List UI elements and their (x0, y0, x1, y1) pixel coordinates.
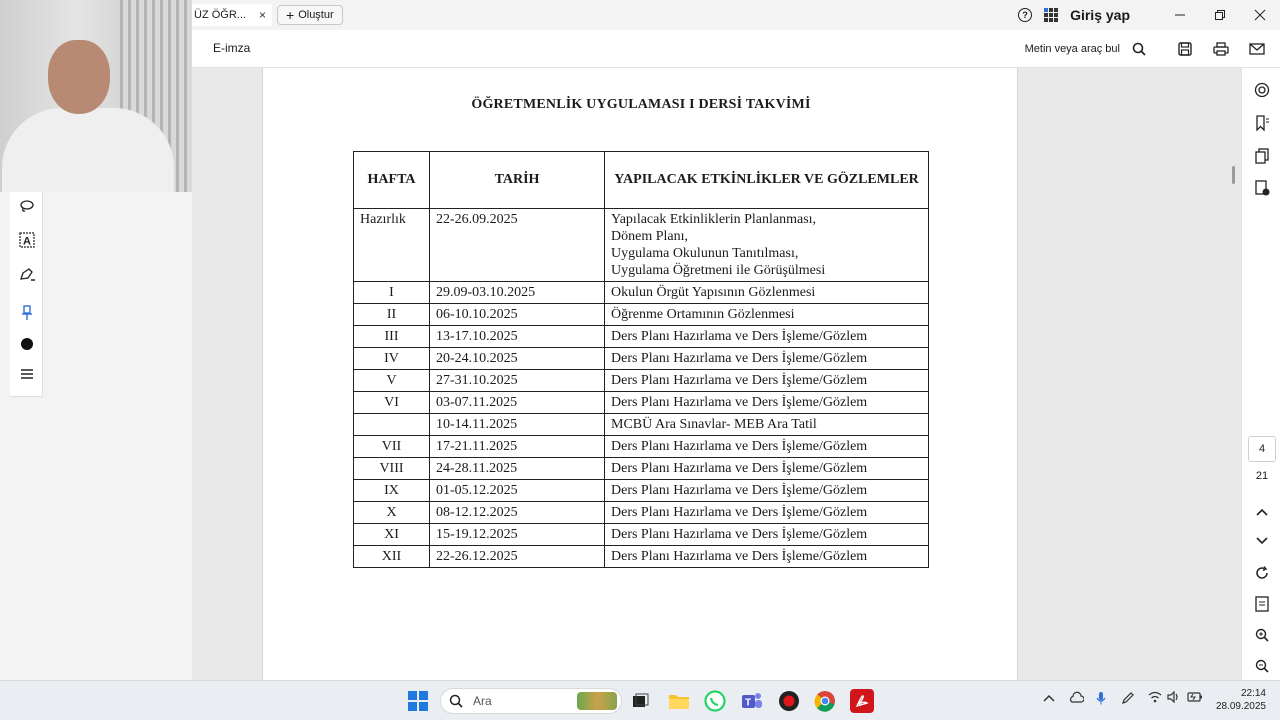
table-row (354, 546, 929, 568)
activity-line: Yapılacak Etkinliklerin Planlanması, (611, 212, 817, 227)
export-pdf-icon[interactable] (1246, 175, 1278, 201)
find-tools-label[interactable]: Metin veya araç bul (1024, 43, 1120, 55)
recorder-icon[interactable] (777, 689, 801, 713)
start-button[interactable] (406, 689, 430, 713)
cell-week: XII (354, 546, 430, 568)
activity-line: Dönem Planı, (611, 229, 688, 244)
cell-date: 01-05.12.2025 (430, 480, 605, 502)
color-dot-icon[interactable] (10, 331, 43, 357)
current-page-input[interactable]: 4 (1248, 436, 1276, 462)
search-icon[interactable] (1126, 36, 1152, 62)
page-fit-icon[interactable] (1246, 591, 1278, 617)
pdf-page (262, 68, 1018, 680)
plus-icon: + (286, 7, 295, 23)
calendar-table (353, 151, 929, 568)
cell-date: 06-10.10.2025 (430, 304, 605, 326)
tray-chevron-up-icon[interactable] (1043, 691, 1055, 705)
minimize-icon (1174, 9, 1186, 21)
teams-icon[interactable] (740, 689, 764, 713)
search-highlight-image (577, 692, 617, 710)
cell-week (354, 414, 430, 436)
activity-line: Uygulama Okulunun Tanıtılması, (611, 246, 799, 261)
bookmark-icon[interactable] (1246, 110, 1278, 136)
webcam-overlay (0, 0, 192, 192)
cell-date: 22-26.12.2025 (430, 546, 605, 568)
pen-icon[interactable] (1121, 691, 1135, 708)
table-row (354, 370, 929, 392)
table-row (354, 458, 929, 480)
table-header-row (354, 152, 929, 209)
header-week: HAFTA (354, 152, 430, 209)
acrobat-icon[interactable] (850, 689, 874, 713)
table-row (354, 348, 929, 370)
eimza-button[interactable]: E-imza (213, 41, 251, 55)
header-activities: YAPILACAK ETKİNLİKLER VE GÖZLEMLER (605, 152, 929, 209)
scrollbar-thumb[interactable] (1232, 166, 1235, 184)
cell-week: III (354, 326, 430, 348)
tab-close-icon[interactable]: × (258, 8, 266, 22)
cell-activity: Ders Planı Hazırlama ve Ders İşleme/Gözlem (605, 370, 929, 392)
cell-week: VII (354, 436, 430, 458)
cell-week: IV (354, 348, 430, 370)
ai-assistant-icon[interactable] (1246, 77, 1278, 103)
cell-activity: Ders Planı Hazırlama ve Ders İşleme/Gözlem (605, 326, 929, 348)
cell-date: 24-28.11.2025 (430, 458, 605, 480)
total-pages: 21 (1255, 470, 1269, 482)
cell-week: VI (354, 392, 430, 414)
header-date: TARİH (430, 152, 605, 209)
cell-activity: Ders Planı Hazırlama ve Ders İşleme/Gözlem (605, 524, 929, 546)
cell-week: II (354, 304, 430, 326)
chrome-icon[interactable] (813, 689, 837, 713)
close-window-button[interactable] (1240, 0, 1280, 30)
lasso-icon[interactable] (10, 193, 43, 219)
document-area[interactable] (192, 68, 1241, 680)
svg-text:A: A (22, 235, 31, 248)
zoom-in-icon[interactable] (1246, 622, 1278, 648)
pin-icon[interactable] (10, 300, 43, 326)
cell-date: 22-26.09.2025 (430, 209, 605, 282)
chevron-up-icon[interactable] (1246, 499, 1278, 525)
table-row-prep (354, 209, 929, 282)
mail-icon[interactable] (1244, 36, 1270, 62)
document-tab[interactable] (192, 4, 272, 26)
table-row (354, 502, 929, 524)
cell-week: X (354, 502, 430, 524)
taskbar (0, 680, 1280, 720)
cell-week: V (354, 370, 430, 392)
help-icon[interactable]: ? (1018, 8, 1032, 22)
create-label: Oluştur (298, 9, 334, 21)
taskbar-search-placeholder: Ara (473, 694, 492, 708)
cell-date: 03-07.11.2025 (430, 392, 605, 414)
cell-date: 13-17.10.2025 (430, 326, 605, 348)
highlight-pen-icon[interactable] (10, 261, 43, 287)
cell-activity: Ders Planı Hazırlama ve Ders İşleme/Gözlem (605, 502, 929, 524)
cell-date: 29.09-03.10.2025 (430, 282, 605, 304)
cell-week: I (354, 282, 430, 304)
table-row (354, 392, 929, 414)
title-bar (0, 0, 1280, 30)
table-row (354, 414, 929, 436)
file-explorer-icon[interactable] (667, 689, 691, 713)
svg-text:T: T (745, 697, 752, 709)
login-button[interactable]: Giriş yap (1070, 7, 1130, 23)
cell-activity: Ders Planı Hazırlama ve Ders İşleme/Gözlem (605, 480, 929, 502)
taskbar-search[interactable] (440, 688, 622, 714)
whatsapp-icon[interactable] (703, 689, 727, 713)
cell-date: 15-19.12.2025 (430, 524, 605, 546)
cell-week: IX (354, 480, 430, 502)
cell-activity: Ders Planı Hazırlama ve Ders İşleme/Gözlem (605, 458, 929, 480)
cell-date: 27-31.10.2025 (430, 370, 605, 392)
windows-logo-icon (408, 691, 428, 711)
cell-activities (605, 209, 929, 282)
cell-activity: Okulun Örgüt Yapısının Gözlenmesi (605, 282, 929, 304)
viewer-toolbar (192, 30, 1280, 68)
table-row (354, 304, 929, 326)
cell-activity: Ders Planı Hazırlama ve Ders İşleme/Gözlem (605, 392, 929, 414)
table-row (354, 326, 929, 348)
cell-activity: MCBÜ Ara Sınavlar- MEB Ara Tatil (605, 414, 929, 436)
cell-week: XI (354, 524, 430, 546)
apps-grid-icon[interactable] (1044, 8, 1058, 22)
volume-icon[interactable] (1167, 691, 1181, 706)
cell-activity: Ders Planı Hazırlama ve Ders İşleme/Gözlem (605, 348, 929, 370)
zoom-out-icon[interactable] (1246, 653, 1278, 679)
cell-date: 08-12.12.2025 (430, 502, 605, 524)
table-row (354, 524, 929, 546)
cell-week: VIII (354, 458, 430, 480)
cell-week: Hazırlık (354, 209, 430, 282)
table-row (354, 282, 929, 304)
tab-label: ÜZ ÖĞR... (194, 9, 246, 21)
clock-time: 22:14 (1240, 688, 1266, 699)
chevron-down-icon[interactable] (1246, 528, 1278, 554)
activity-line: Uygulama Öğretmeni ile Görüşülmesi (611, 263, 826, 278)
line-weight-icon[interactable] (10, 361, 43, 387)
wifi-icon[interactable] (1148, 691, 1162, 706)
cell-activity: Öğrenme Ortamının Gözlenmesi (605, 304, 929, 326)
text-box-icon[interactable] (10, 227, 43, 253)
cell-date: 20-24.10.2025 (430, 348, 605, 370)
microphone-icon[interactable] (1096, 691, 1106, 708)
task-view-icon[interactable] (628, 689, 652, 713)
cell-activity: Ders Planı Hazırlama ve Ders İşleme/Gözlem (605, 546, 929, 568)
print-icon[interactable] (1208, 36, 1234, 62)
cell-date: 17-21.11.2025 (430, 436, 605, 458)
cell-activity: Ders Planı Hazırlama ve Ders İşleme/Gözlem (605, 436, 929, 458)
document-title: ÖĞRETMENLİK UYGULAMASI I DERSİ TAKVİMİ (471, 97, 811, 112)
save-icon[interactable] (1172, 36, 1198, 62)
system-clock[interactable] (1216, 687, 1266, 713)
refresh-icon[interactable] (1246, 560, 1278, 586)
onedrive-cloud-icon[interactable] (1068, 691, 1084, 706)
battery-icon[interactable] (1187, 691, 1203, 705)
table-row (354, 436, 929, 458)
cell-date: 10-14.11.2025 (430, 414, 605, 436)
pages-icon[interactable] (1246, 143, 1278, 169)
right-sidebar (1241, 68, 1280, 680)
restore-icon (1214, 9, 1226, 21)
minimize-button[interactable] (1160, 0, 1200, 30)
left-tool-column (10, 192, 43, 397)
search-icon (449, 694, 463, 708)
restore-button[interactable] (1200, 0, 1240, 30)
close-icon (1254, 9, 1266, 21)
clock-date: 28.09.2025 (1215, 701, 1266, 712)
create-button[interactable] (277, 5, 343, 25)
table-row (354, 480, 929, 502)
